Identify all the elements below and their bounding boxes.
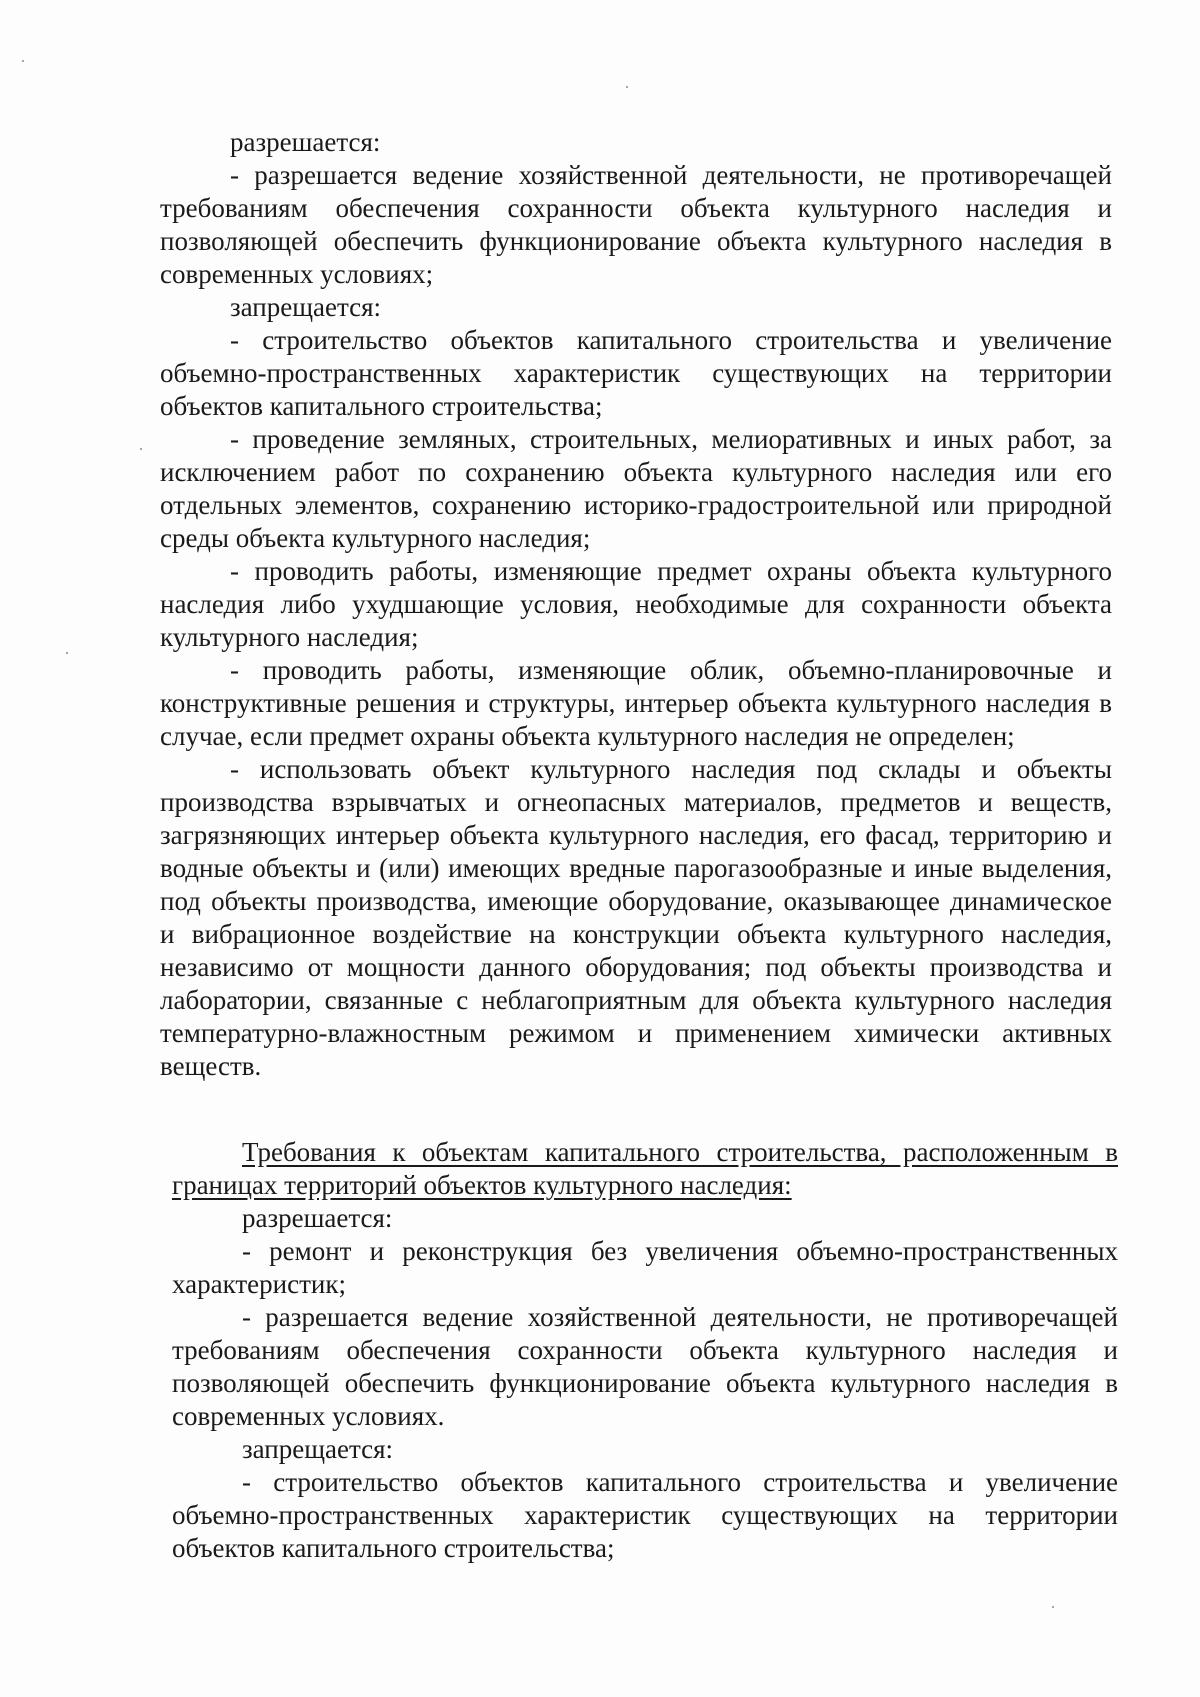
section-heading: Требования к объектам капитального строительства, расположенным в границах территорий объектов культурного наследия: (172, 1137, 1118, 1200)
scan-speck (140, 448, 142, 450)
forbidden-item: - строительство объектов капитального строительства и увеличение объемно-пространственных характеристик существующих на территории объектов капитального строительства; (160, 325, 1112, 421)
forbidden-item: - строительство объектов капитального строительства и увеличение объемно-пространственных характеристик существующих на территории объектов капитального строительства; (172, 1467, 1118, 1563)
allowed-item: - разрешается ведение хозяйственной деятельности, не противоречащей требованиям обеспечения сохранности объекта культурного наследия и позволяющей обеспечить функционирование объекта культурного наследия в современных условиях; (160, 160, 1112, 289)
forbidden-item: - проводить работы, изменяющие облик, объемно-планировочные и конструктивные решения и структуры, интерьер объекта культурного наследия в случае, если предмет охраны объекта культурного наследия не определен; (160, 655, 1112, 751)
allowed-item: - ремонт и реконструкция без увеличения объемно-пространственных характеристик; (172, 1236, 1118, 1299)
scan-speck (626, 86, 628, 88)
scan-speck (1052, 1606, 1054, 1608)
allowed-label: разрешается: (230, 127, 381, 157)
forbidden-item: - проведение земляных, строительных, мелиоративных и иных работ, за исключением работ по сохранению объекта культурного наследия или его отдельных элементов, сохранению историко-градостроительной или природной среды объекта культурного наследия; (160, 424, 1112, 553)
forbidden-label: запрещается: (242, 1434, 394, 1464)
forbidden-label: запрещается: (230, 292, 382, 322)
section-capital-construction-requirements (172, 1136, 1118, 1565)
section-territory-regime (160, 126, 1112, 1083)
allowed-item: - разрешается ведение хозяйственной деятельности, не противоречащей требованиям обеспечения сохранности объекта культурного наследия и позволяющей обеспечить функционирование объекта культурного наследия в современных условиях. (172, 1302, 1118, 1431)
scan-speck (22, 60, 24, 62)
forbidden-item: - использовать объект культурного наследия под склады и объекты производства взрывчатых и огнеопасных материалов, предметов и веществ, загрязняющих интерьер объекта культурного наследия, его фасад, территорию и водные объекты и (или) имеющих вредные парогазообразные и иные выделения, под объекты производства, имеющие оборудование, оказывающее динамическое и вибрационное воздействие на конструкции объекта культурного наследия, независимо от мощности данного оборудования; под объекты производства и лаборатории, связанные с неблагоприятным для объекта культурного наследия температурно-влажностным режимом и применением химически активных веществ. (160, 754, 1112, 1081)
forbidden-item: - проводить работы, изменяющие предмет охраны объекта культурного наследия либо ухудшающие условия, необходимые для сохранности объекта культурного наследия; (160, 556, 1112, 652)
allowed-label: разрешается: (242, 1203, 393, 1233)
scan-speck (66, 652, 68, 654)
